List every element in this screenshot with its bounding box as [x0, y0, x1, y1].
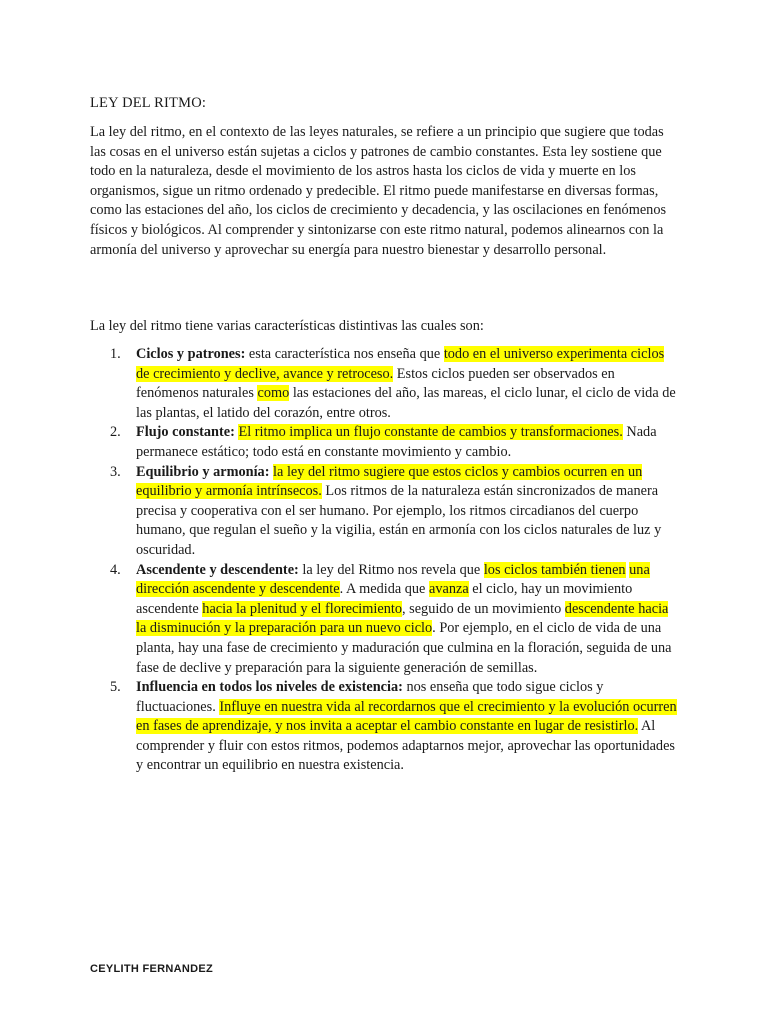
- highlighted-text: la ley del ritmo sugiere que estos ciclos y cambios ocurren en un equilibrio y armonía intrínsecos.: [136, 463, 643, 500]
- item-text: esta característica nos enseña que: [245, 346, 444, 362]
- item-text: . Por ejemplo, en el ciclo de vida de una planta, hay una fase de crecimiento y maduración que culmina en la floración, seguida de una fase de declive y preparación para la siguiente generación de semillas.: [136, 620, 672, 676]
- list-lead-paragraph: La ley del ritmo tiene varias características distintivas las cuales son:: [90, 318, 484, 334]
- list-item-flujo: [90, 423, 680, 462]
- highlighted-text: avanza: [428, 581, 469, 598]
- item-text: , seguido de un movimiento: [401, 600, 565, 617]
- highlighted-text: El ritmo implica un flujo constante de cambios y transformaciones.: [238, 424, 623, 441]
- highlighted-text: una dirección ascendente y descendente: [136, 561, 650, 598]
- author-name: CEYLITH FERNANDEZ: [90, 963, 214, 975]
- list-number: 3.: [110, 463, 121, 480]
- highlighted-text: descendente hacia la disminución y la preparación para un nuevo ciclo: [136, 600, 669, 637]
- list-item-influencia: [90, 678, 680, 776]
- item-text: Estos ciclos pueden ser observados en fenómenos naturales: [136, 365, 615, 402]
- highlighted-text: los ciclos también tienen: [483, 561, 626, 578]
- list-number: 1.: [110, 346, 121, 362]
- list-number: 4.: [110, 561, 121, 578]
- item-text: Los ritmos de la naturaleza están sincronizados de manera precisa y cooperativa con el ser humano. Por ejemplo, los ritmos circadianos del cuerpo humano, que regulan el sueño y la vigilia, están en armonía con los ciclos naturales de luz y oscuridad.: [136, 483, 662, 558]
- item-term: Ciclos y patrones:: [136, 346, 246, 362]
- item-text: el ciclo, hay un movimiento ascendente: [136, 581, 633, 617]
- item-term: Ascendente y descendente:: [136, 561, 299, 578]
- intro-paragraph: La ley del ritmo, en el contexto de las leyes naturales, se refiere a un principio que sugiere que todas las cosas en el universo están sujetas a ciclos y patrones de cambio constantes. Esta ley sostiene que todo en la naturaleza, desde el movimiento de los astros hasta los ciclos de vida y muerte en los organismos, sigue un ritmo ordenado y predecible. El ritmo puede manifestarse en diversas formas, como las estaciones del año, los ciclos de crecimiento y decadencia, y las oscilaciones en fenómenos físicos y biológicos. Al comprender y sintonizarse con este ritmo natural, podemos alinearnos con la armonía del universo y aprovechar su energía para nuestro bienestar y desarrollo personal.: [90, 124, 667, 258]
- list-number: 5.: [110, 679, 121, 696]
- list-item-ascendente: [90, 561, 680, 679]
- item-text: las estaciones del año, las mareas, el ciclo lunar, el ciclo de vida de las plantas, el latido del corazón, entre otros.: [136, 385, 676, 421]
- item-term: Flujo constante:: [136, 424, 235, 441]
- item-text: Al comprender y fluir con estos ritmos, podemos adaptarnos mejor, aprovechar las oportunidades y encontrar un equilibrio en nuestra existencia.: [136, 718, 675, 774]
- list-item-ciclos: [90, 345, 680, 423]
- item-text: Nada permanece estático; todo está en constante movimiento y cambio.: [136, 424, 657, 460]
- item-term: Equilibrio y armonía:: [136, 463, 270, 480]
- highlighted-text: Influye en nuestra vida al recordarnos que el crecimiento y la evolución ocurren en fases de aprendizaje, y nos invita a aceptar el cambio constante en lugar de resistirlo.: [136, 698, 677, 735]
- highlighted-text: hacia la plenitud y el florecimiento: [202, 600, 402, 617]
- characteristics-list: [90, 345, 680, 776]
- item-term: Influencia en todos los niveles de existencia:: [136, 679, 403, 696]
- list-item-equilibrio: [90, 463, 680, 561]
- item-text: nos enseña que todo sigue ciclos y fluctuaciones.: [136, 679, 604, 715]
- list-number: 2.: [110, 424, 121, 441]
- highlighted-text: como: [257, 385, 290, 402]
- item-text: la ley del Ritmo nos revela que: [298, 561, 484, 578]
- document-title: LEY DEL RITMO:: [90, 95, 207, 111]
- item-text: . A medida que: [339, 581, 429, 598]
- highlighted-text: todo en el universo experimenta ciclos de crecimiento y declive, avance y retroceso.: [136, 346, 665, 382]
